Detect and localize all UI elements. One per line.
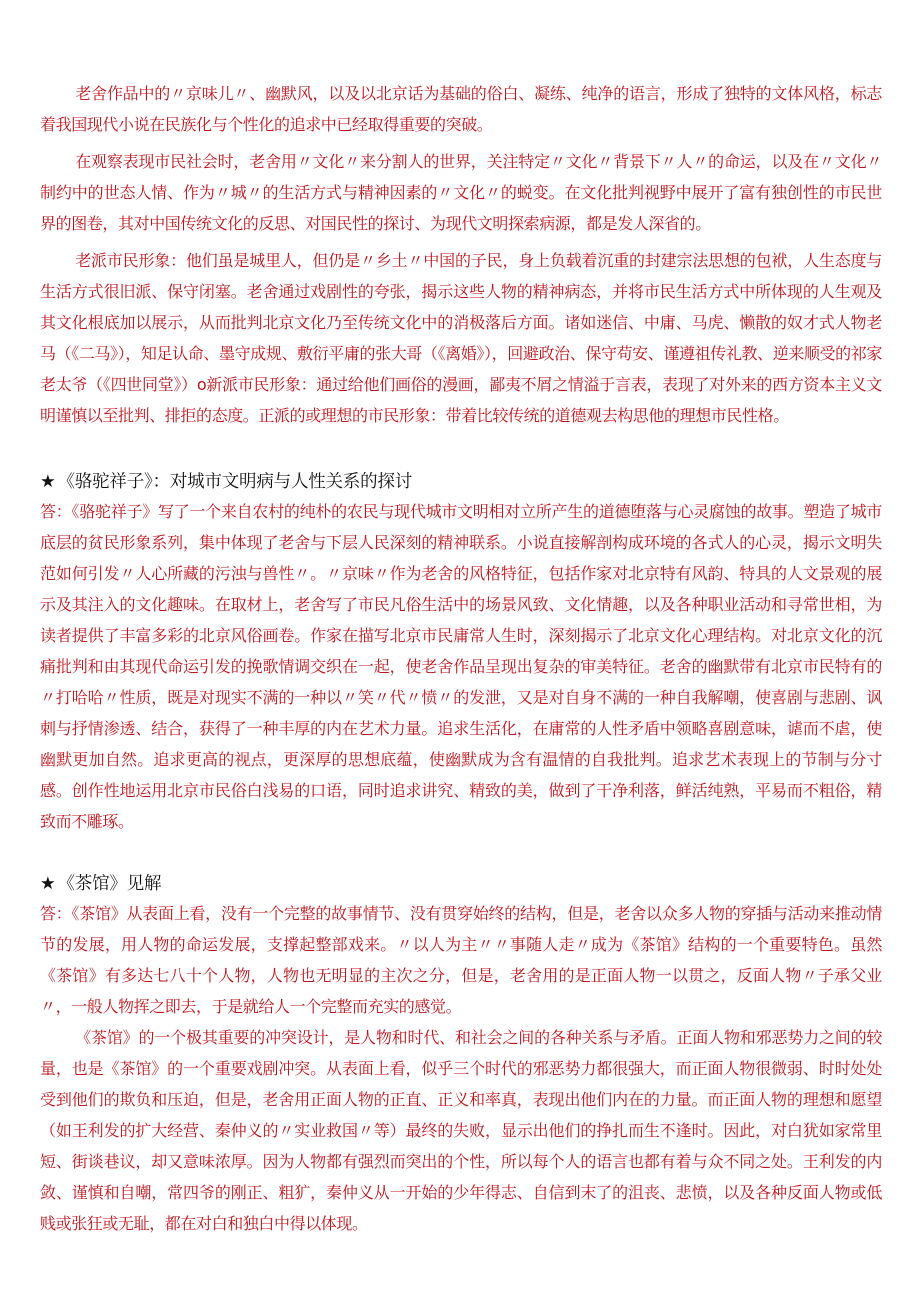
- intro-paragraph-culture: 在观察表现市民社会时，老舍用〃文化〃来分割人的世界，关注特定〃文化〃背景下〃人〃的命运，以及在〃文化〃制约中的世态人情、作为〃城〃的生活方式与精神因素的〃文化〃的蜕变。在文化批判视野中展开了富有独创性的市民世界的图卷，其对中国传统文化的反思、对国民性的探讨、为现代文明探索病源，都是发人深省的。: [40, 152, 882, 233]
- star-icon: ★: [40, 874, 56, 894]
- answer-paragraph-camel-xiangzi: 答：《骆驼祥子》写了一个来自农村的纯朴的农民与现代城市文明相对立所产生的道德堕落与心灵腐蚀的故事。塑造了城市底层的贫民形象系列，集中体现了老舍与下层人民深刻的精神联系。小说直接解剖构成环境的各式人的心灵，揭示文明失范如何引发〃人心所藏的污浊与兽性〃。〃京味〃作为老舍的风格特征，包括作家对北京特有风韵、特具的人文景观的展示及其注入的文化趣味。在取材上，老舍写了市民凡俗生活中的场景风致、文化情趣，以及各种职业活动和寻常世相，为读者提供了丰富多彩的北京风俗画卷。作家在描写北京市民庸常人生时，深刻揭示了北京文化心理结构。对北京文化的沉痛批判和由其现代命运引发的挽歌情调交织在一起，使老舍作品呈现出复杂的审美特征。老舍的幽默带有北京市民特有的〃打哈哈〃性质，既是对现实不满的一种以〃笑〃代〃愤〃的发泄，又是对自身不满的一种自我解嘲，使喜剧与悲剧、讽刺与抒情渗透、结合，获得了一种丰厚的内在艺术力量。追求生活化，在庸常的人性矛盾中领略喜剧意味，谑而不虐，使幽默更加自然。追求更高的视点，更深厚的思想底蕴，使幽默成为含有温情的自我批判。追求艺术表现上的节制与分寸感。创作性地运用北京市民俗白浅易的口语，同时追求讲究、精致的美，做到了干净利落，鲜活纯熟，平易而不粗俗，精致而不雕琢。: [40, 502, 882, 831]
- section-title: 《茶馆》见解: [57, 874, 162, 894]
- section-spacer: [40, 431, 882, 468]
- intro-paragraph-style: 老舍作品中的〃京味儿〃、幽默风，以及以北京话为基础的俗白、凝练、纯净的语言，形成了独特的文体风格，标志着我国现代小说在民族化与个性化的追求中已经取得重要的突破。: [40, 84, 882, 134]
- intro-paragraph-characters: 老派市民形象：他们虽是城里人，但仍是〃乡土〃中国的子民，身上负载着沉重的封建宗法思想的包袱，人生态度与生活方式很旧派、保守闭塞。老舍通过戏剧性的夸张，揭示这些人物的精神病态，并将市民生活方式中所体现的人生观及其文化根底加以展示，从而批判北京文化乃至传统文化中的消极落后方面。诸如迷信、中庸、马虎、懒散的奴才式人物老马（《二马》），知足认命、墨守成规、敷衍平庸的张大哥（《离婚》），回避政治、保守苟安、谨遵祖传礼教、逆来顺受的祁家老太爷（《四世同堂》）o新派市民形象：通过给他们画俗的漫画，鄙夷不屑之情溢于言表，表现了对外来的西方资本主义文明谨慎以至批判、排拒的态度。正派的或理想的市民形象：带着比较传统的道德观去构思他的理想市民性格。: [40, 251, 882, 425]
- section-heading-camel-xiangzi: [40, 468, 882, 496]
- section-spacer: [40, 837, 882, 870]
- answer-paragraph-teahouse: 答：《茶馆》从表面上看，没有一个完整的故事情节、没有贯穿始终的结构，但是，老舍以众多人物的穿插与活动来推动情节的发展，用人物的命运发展，支撑起整部戏来。〃以人为主〃〃事随人走〃成为《茶馆》结构的一个重要特色。虽然《茶馆》有多达七八十个人物，人物也无明显的主次之分，但是，老舍用的是正面人物一以贯之，反面人物〃子承父业〃，一般人物挥之即去，于是就给人一个完整而充实的感觉。: [40, 904, 882, 1016]
- document-page: [40, 78, 882, 1239]
- star-icon: ★: [40, 472, 56, 492]
- section-heading-teahouse: [40, 870, 882, 898]
- section-title: 《骆驼祥子》：对城市文明病与人性关系的探讨: [57, 472, 413, 492]
- teahouse-conflict-paragraph: 《茶馆》的一个极其重要的冲突设计，是人物和时代、和社会之间的各种关系与矛盾。正面人物和邪恶势力之间的较量，也是《茶馆》的一个重要戏剧冲突。从表面上看，似乎三个时代的邪恶势力都很强大，而正面人物很微弱、时时处处受到他们的欺负和压迫，但是，老舍用正面人物的正直、正义和率真，表现出他们内在的力量。而正面人物的理想和愿望（如王利发的扩大经营、秦仲义的〃实业救国〃等）最终的失败，显示出他们的挣扎而生不逢时。因此，对白犹如家常里短、街谈巷议，却又意味浓厚。因为人物都有强烈而突出的个性，所以每个人的语言也都有着与众不同之处。王利发的内敛、谨慎和自嘲，常四爷的刚正、粗犷，秦仲义从一开始的少年得志、自信到末了的沮丧、悲愤，以及各种反面人物或低贱或张狂或无耻，都在对白和独白中得以体现。: [40, 1028, 882, 1233]
